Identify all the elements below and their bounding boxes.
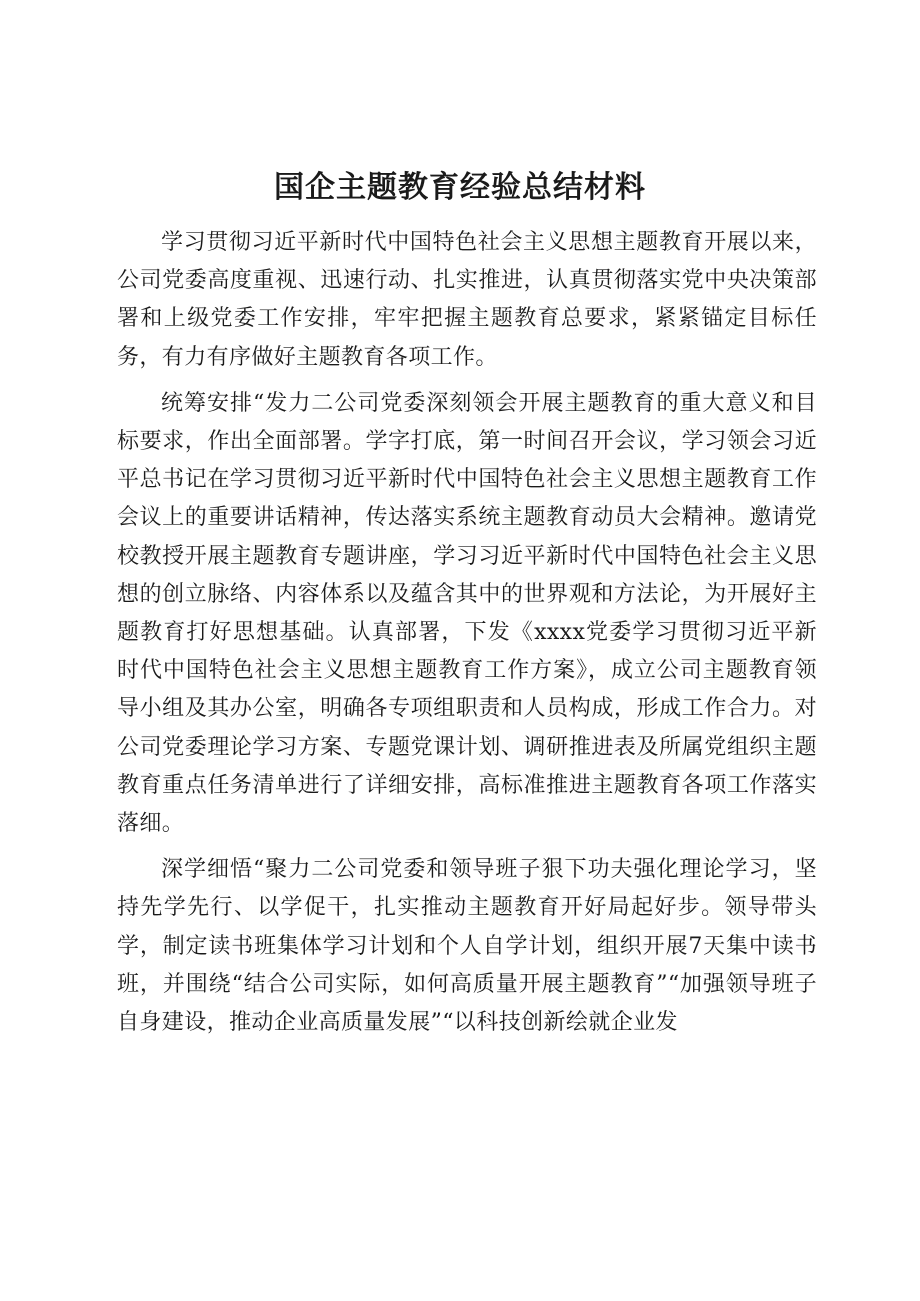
- paragraph-3: 深学细悟“聚力二公司党委和领导班子狠下功夫强化理论学习，坚持先学先行、以学促干，扎实推动主题教育开好局起好步。领导带头学，制定读书班集体学习计划和个人自学计划，组织开展7天集中读书班，并围绕“结合公司实际，如何高质量开展主题教育”“加强领导班子自身建设，推动企业高质量发展”“以科技创新绘就企业发: [117, 857, 817, 1036]
- paragraph-2: 统筹安排“发力二公司党委深刻领会开展主题教育的重大意义和目标要求，作出全面部署。学字打底，第一时间召开会议，学习领会习近平总书记在学习贯彻习近平新时代中国特色社会主义思想主题教育工作会议上的重要讲话精神，传达落实系统主题教育动员大会精神。邀请党校教授开展主题教育专题讲座，学习习近平新时代中国特色社会主义思想的创立脉络、内容体系以及蕴含其中的世界观和方法论，为开展好主题教育打好思想基础。认真部署，下发《xxxx党委学习贯彻习近平新时代中国特色社会主义思想主题教育工作方案》，成立公司主题教育领导小组及其办公室，明确各专项组职责和人员构成，形成工作合力。对公司党委理论学习方案、专题党课计划、调研推进表及所属党组织主题教育重点任务清单进行了详细安排，高标准推进主题教育各项工作落实落细。: [117, 390, 817, 837]
- document-body: [117, 224, 817, 1042]
- document-title: 国企主题教育经验总结材料: [274, 170, 646, 205]
- paragraph-1: 学习贯彻习近平新时代中国特色社会主义思想主题教育开展以来，公司党委高度重视、迅速行动、扎实推进，认真贯彻落实党中央决策部署和上级党委工作安排，牢牢把握主题教育总要求，紧紧锚定目标任务，有力有序做好主题教育各项工作。: [117, 230, 817, 370]
